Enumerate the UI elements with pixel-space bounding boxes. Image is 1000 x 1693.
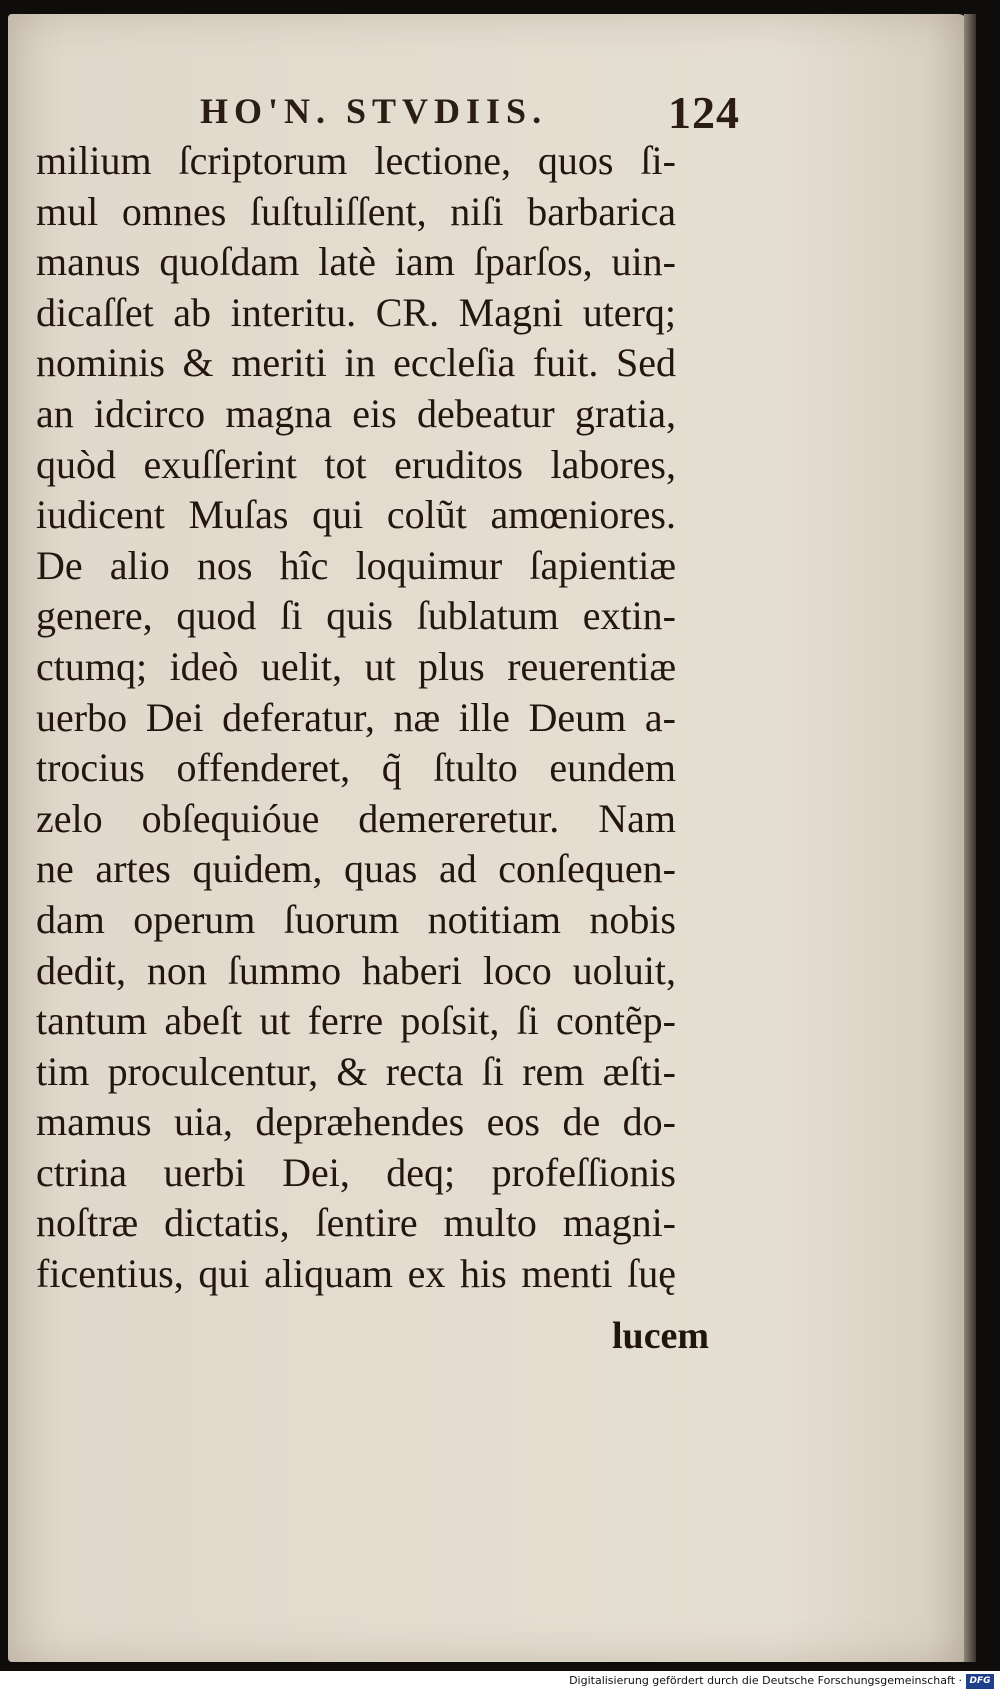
text-line: ne artes quidem, quas ad conſequen- (36, 846, 676, 892)
text-line: milium ſcriptorum lectione, quos ſi- (36, 138, 676, 183)
dfg-logo-icon: DFG (966, 1674, 994, 1689)
text-line: ctumq; ideò uelit, ut plus reuerentiæ (36, 643, 676, 689)
text-line: tim proculcentur, & recta ſi rem æſti- (36, 1048, 676, 1094)
text-line: zelo obſequióue demereretur. Nam (36, 795, 676, 841)
text-line: mamus uia, depræhendes eos de do- (36, 1099, 676, 1145)
text-line: dam operum ſuorum notitiam nobis (36, 896, 676, 942)
text-line: manus quoſdam latè iam ſparſos, uin- (36, 239, 676, 285)
text-line: dedit, non ſummo haberi loco uoluit, (36, 947, 676, 993)
show-through-text (48, 1316, 258, 1344)
text-line: iudicent Muſas qui colũt amœniores. (36, 492, 676, 538)
text-line: genere, quod ſi quis ſublatum extin- (36, 593, 676, 639)
running-title: HO'N. STVDIIS. (200, 91, 548, 131)
text-line: an idcirco magna eis debeatur gratia, (36, 390, 676, 436)
text-line: quòd exuſſerint tot eruditos labores, (36, 441, 676, 487)
text-line: nominis & meriti in eccleſia fuit. Sed (36, 340, 676, 386)
text-line: ctrina uerbi Dei, deq; profeſſionis (36, 1149, 676, 1195)
text-line: De alio nos hîc loquimur ſapientiæ (36, 542, 676, 588)
catchword: lucem (612, 1315, 710, 1357)
running-head (190, 86, 750, 138)
text-line: trocius offenderet, q̃ ſtulto eundem (36, 745, 676, 791)
text-line: uerbo Dei deferatur, næ ille Deum a- (36, 694, 676, 740)
digitization-footer (0, 1671, 1000, 1693)
page-edge-shadow (964, 14, 976, 1662)
text-line: mul omnes ſuſtuliſſent, niſi barbarica (36, 188, 676, 234)
text-line: tantum abeſt ut ferre poſsit, ſi contẽp- (36, 998, 676, 1044)
text-line: noſtræ dictatis, ſentire multo magni- (36, 1200, 676, 1246)
page-number: 124 (668, 87, 740, 138)
body-text (36, 136, 756, 1300)
footer-credit: Digitalisierung gefördert durch die Deutsche Forschungsgemeinschaft · (569, 1674, 962, 1687)
text-line: dicaſſet ab interitu. CR. Magni uterq; (36, 289, 676, 335)
text-line: ficentius, qui aliquam ex his menti ſuę (36, 1251, 676, 1297)
